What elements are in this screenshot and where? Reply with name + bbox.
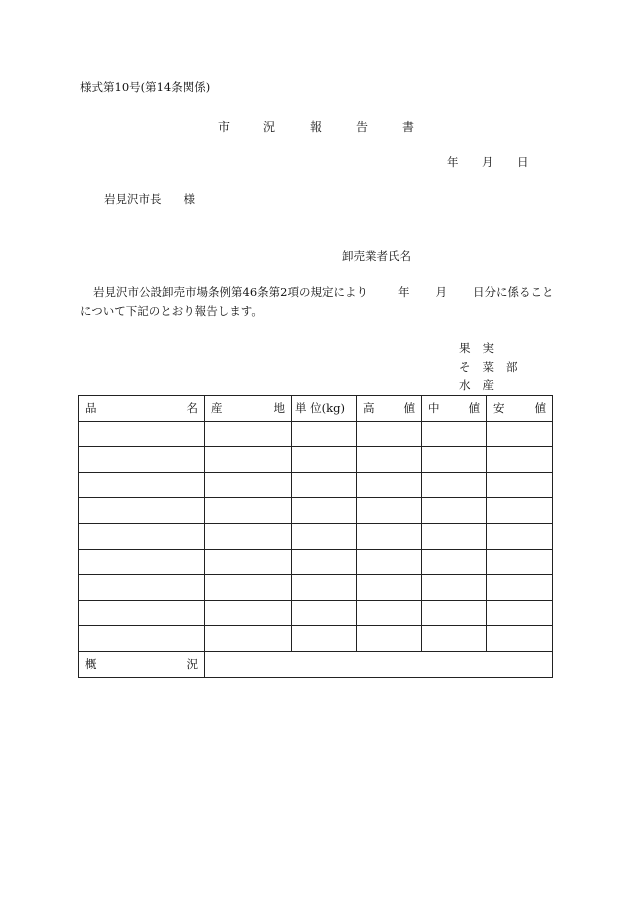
column-header-high-price: 高 値 [357, 396, 422, 422]
date-month-label: 月 [482, 155, 494, 169]
table-cell[interactable] [79, 498, 205, 524]
table-cell[interactable] [487, 600, 553, 626]
table-cell[interactable] [292, 447, 357, 473]
table-cell[interactable] [205, 421, 292, 447]
table-row [79, 498, 553, 524]
title-char: 市 [218, 120, 231, 134]
table-row [79, 549, 553, 575]
date-year-label: 年 [447, 155, 459, 169]
table-cell[interactable] [487, 523, 553, 549]
table-cell[interactable] [205, 626, 292, 652]
table-cell[interactable] [487, 421, 553, 447]
table-header-row [79, 396, 553, 422]
table-row [79, 575, 553, 601]
title-char: 報 [310, 120, 323, 134]
table-cell[interactable] [422, 600, 487, 626]
table-cell[interactable] [487, 626, 553, 652]
table-cell[interactable] [487, 549, 553, 575]
department-char: 果 [459, 341, 471, 355]
table-cell[interactable] [292, 472, 357, 498]
department-char: そ [459, 360, 471, 374]
body-year-label: 年 [397, 285, 410, 299]
table-row [79, 472, 553, 498]
table-cell[interactable] [205, 600, 292, 626]
department-char: 産 [482, 378, 494, 392]
table-cell[interactable] [292, 600, 357, 626]
table-cell[interactable] [487, 447, 553, 473]
department-seafood [459, 380, 494, 392]
table-cell[interactable] [205, 498, 292, 524]
department-char: 部 [506, 360, 518, 374]
form-number: 様式第10号(第14条関係) [80, 80, 211, 94]
honorific: 様 [183, 192, 195, 206]
table-cell[interactable] [79, 575, 205, 601]
table-cell[interactable] [292, 575, 357, 601]
table-cell[interactable] [357, 472, 422, 498]
table-cell[interactable] [79, 447, 205, 473]
addressee-name: 岩見沢市長 [104, 192, 162, 206]
table-cell[interactable] [79, 600, 205, 626]
column-header-item: 品 名 [79, 396, 205, 422]
table-cell[interactable] [292, 498, 357, 524]
wholesaler-name-label: 卸売業者氏名 [342, 249, 411, 263]
table-cell[interactable] [292, 626, 357, 652]
table-cell[interactable] [205, 575, 292, 601]
market-report-table [78, 395, 553, 678]
table-cell[interactable] [292, 549, 357, 575]
department-fruit [459, 343, 494, 355]
table-row [79, 600, 553, 626]
table-cell[interactable] [205, 447, 292, 473]
table-cell[interactable] [422, 421, 487, 447]
body-text-part: 岩見沢市公設卸売市場条例第46条第2項の規定により [93, 285, 368, 299]
date-day-label: 日 [517, 155, 529, 169]
table-cell[interactable] [292, 523, 357, 549]
department-char: 水 [459, 378, 471, 392]
body-text-part: 日分に係ること [472, 285, 554, 299]
table-cell[interactable] [357, 575, 422, 601]
table-cell[interactable] [357, 600, 422, 626]
title-char: 書 [402, 120, 415, 134]
title-char: 況 [263, 120, 276, 134]
table-cell[interactable] [79, 626, 205, 652]
table-cell[interactable] [357, 498, 422, 524]
table-cell[interactable] [487, 498, 553, 524]
addressee [104, 194, 195, 206]
department-vegetable [459, 362, 518, 374]
table-cell[interactable] [422, 575, 487, 601]
summary-row [79, 651, 553, 677]
table-row [79, 421, 553, 447]
table-cell[interactable] [205, 472, 292, 498]
table-row [79, 626, 553, 652]
summary-cell[interactable] [205, 651, 553, 677]
table-cell[interactable] [357, 447, 422, 473]
table-cell[interactable] [205, 549, 292, 575]
body-month-label: 月 [435, 285, 447, 299]
body-text-line-1 [93, 287, 553, 299]
table-cell[interactable] [422, 472, 487, 498]
table-cell[interactable] [422, 447, 487, 473]
department-char: 実 [482, 341, 494, 355]
table-cell[interactable] [357, 549, 422, 575]
table-cell[interactable] [79, 421, 205, 447]
table-cell[interactable] [422, 549, 487, 575]
summary-label: 概 況 [79, 651, 205, 677]
table-cell[interactable] [357, 421, 422, 447]
title-char: 告 [356, 120, 369, 134]
table-cell[interactable] [79, 523, 205, 549]
table-row [79, 447, 553, 473]
table-cell[interactable] [422, 498, 487, 524]
body-text-line-2: について下記のとおり報告します。 [80, 304, 263, 318]
department-char: 菜 [482, 360, 494, 374]
table-cell[interactable] [292, 421, 357, 447]
table-cell[interactable] [79, 472, 205, 498]
table-row [79, 523, 553, 549]
column-header-origin: 産 地 [205, 396, 292, 422]
table-cell[interactable] [422, 626, 487, 652]
table-cell[interactable] [357, 523, 422, 549]
table-cell[interactable] [205, 523, 292, 549]
column-header-mid-price: 中 値 [422, 396, 487, 422]
table-cell[interactable] [487, 472, 553, 498]
column-header-low-price: 安 値 [487, 396, 553, 422]
table-cell[interactable] [487, 575, 553, 601]
table-cell[interactable] [422, 523, 487, 549]
table-cell[interactable] [357, 626, 422, 652]
table-cell[interactable] [79, 549, 205, 575]
column-header-unit: 単 位(kg) [292, 396, 357, 422]
